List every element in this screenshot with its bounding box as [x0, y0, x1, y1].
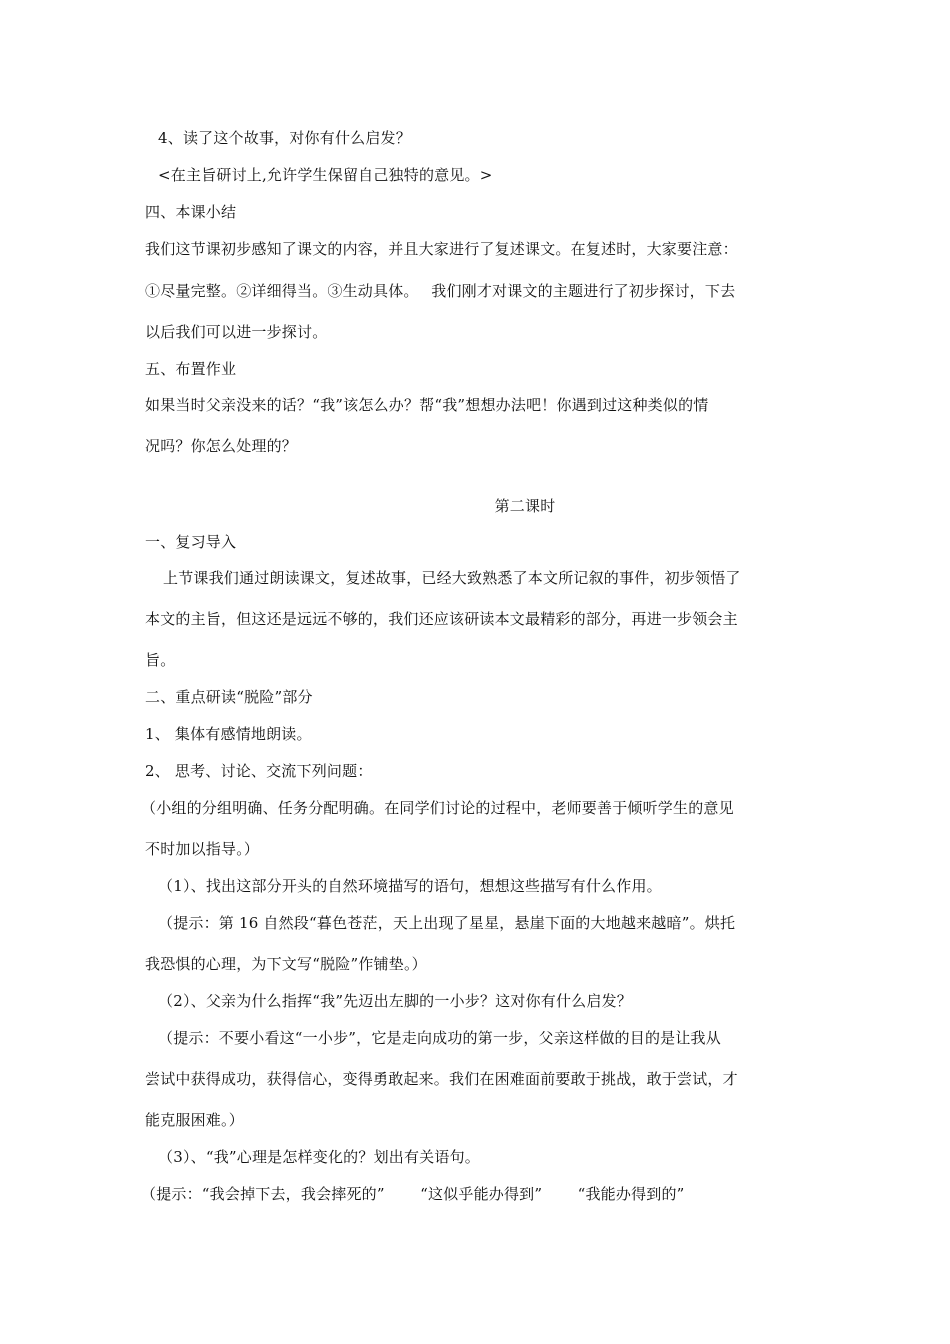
summary-paragraph-line-3: 以后我们可以进一步探讨。	[145, 323, 328, 341]
teaching-note: <在主旨研讨上,允许学生保留自己独特的意见。>	[158, 166, 493, 184]
list-item-2: 2、 思考、讨论、交流下列问题：	[145, 762, 373, 780]
group-note-line-1: （小组的分组明确、任务分配明确。在同学们讨论的过程中，老师要善于倾听学生的意见	[141, 799, 734, 817]
review-paragraph-line-2: 本文的主旨，但这还是远远不够的，我们还应该研读本文最精彩的部分，再进一步领会主	[145, 610, 738, 628]
list-item-1: 1、 集体有感情地朗读。	[145, 725, 312, 743]
hint-1-line-2: 我恐惧的心理，为下文写“脱险”作铺垫。）	[145, 955, 427, 973]
section-heading-focus: 二、重点研读“脱险”部分	[145, 688, 313, 706]
summary-paragraph-line-2: ①尽量完整。②详细得当。③生动具体。 我们刚才对课文的主题进行了初步探讨，下去	[145, 282, 736, 300]
section-heading-review: 一、复习导入	[145, 533, 237, 551]
homework-paragraph-line-1: 如果当时父亲没来的话？“我”该怎么办？帮“我”想想办法吧！你遇到过这种类似的情	[145, 396, 709, 414]
section-heading-homework: 五、布置作业	[145, 360, 237, 378]
sub-question-1: （1）、找出这部分开头的自然环境描写的语句，想想这些描写有什么作用。	[158, 877, 662, 895]
section-heading-summary: 四、本课小结	[145, 203, 237, 221]
group-note-line-2: 不时加以指导。）	[145, 840, 260, 858]
review-paragraph-line-3: 旨。	[145, 651, 176, 669]
sub-question-3: （3）、“我”心理是怎样变化的？划出有关语句。	[158, 1148, 480, 1166]
hint-3-line-1: （提示：“我会掉下去，我会摔死的” “这似乎能办得到” “我能办得到的”	[141, 1185, 685, 1203]
hint-2-line-2: 尝试中获得成功，获得信心，变得勇敢起来。我们在困难面前要敢于挑战，敢于尝试，才	[145, 1070, 738, 1088]
lesson-title: 第二课时	[494, 497, 556, 515]
hint-1-line-1: （提示：第 16 自然段“暮色苍茫，天上出现了星星，悬崖下面的大地越来越暗”。烘托	[158, 914, 736, 932]
hint-2-line-3: 能克服困难。）	[145, 1111, 244, 1129]
question-4: 4、读了这个故事，对你有什么启发？	[158, 129, 411, 147]
homework-paragraph-line-2: 况吗？你怎么处理的？	[145, 437, 298, 455]
sub-question-2: （2）、父亲为什么指挥“我”先迈出左脚的一小步？这对你有什么启发？	[158, 992, 632, 1010]
review-paragraph-line-1: 上节课我们通过朗读课文，复述故事，已经大致熟悉了本文所记叙的事件，初步领悟了	[163, 569, 741, 587]
hint-2-line-1: （提示：不要小看这“一小步”，它是走向成功的第一步，父亲这样做的目的是让我从	[158, 1029, 721, 1047]
summary-paragraph-line-1: 我们这节课初步感知了课文的内容，并且大家进行了复述课文。在复述时，大家要注意：	[145, 240, 738, 258]
